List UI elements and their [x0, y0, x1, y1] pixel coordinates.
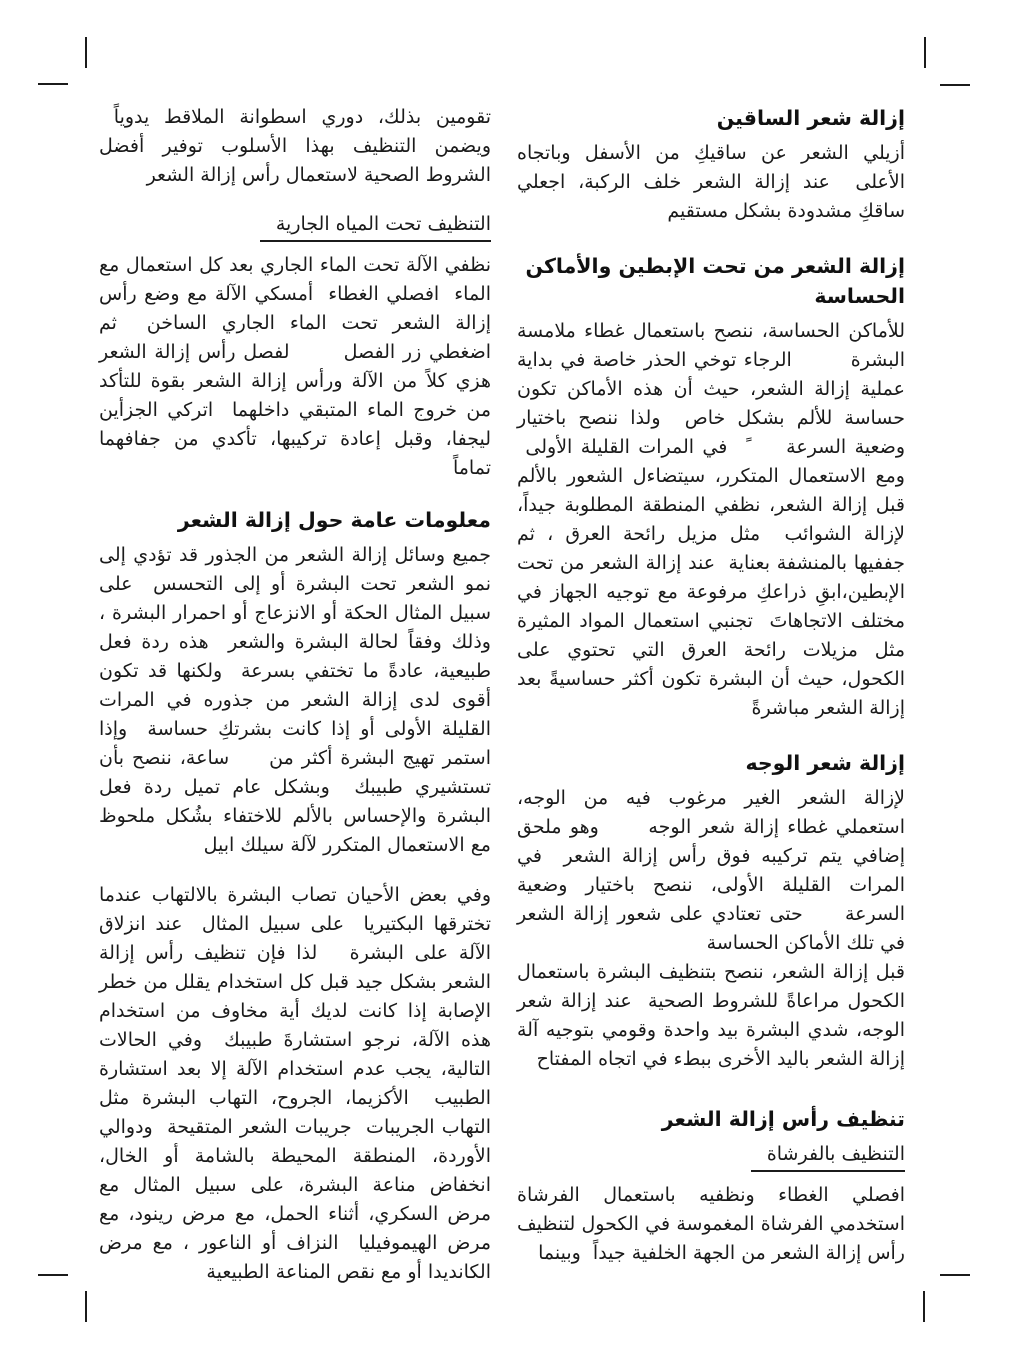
- heading-cleaning-epilation-head: تنظيف رأس إزالة الشعر: [661, 1107, 905, 1131]
- subheading-running-water-cleaning-label: التنظيف تحت المياه الجارية: [260, 210, 491, 242]
- para-running-water-cleaning: نظفي الآلة تحت الماء الجاري بعد كل استعمال مع الماء افصلي الغطاء أمسكي الآلة مع وضع رأس إزالة الشعر تحت الماء الجاري الساخن ثم اضغطي زر الفصل لفصل رأس إزالة الشعر هزي كلاً من الآلة ورأس إزالة الشعر بقوة للتأكد من خروج الماء المتبقي داخلهما اتركي الجزأين ليجفا، وقبل إعادة تركيبها، تأكدي من جفافهما تماماً: [99, 254, 491, 479]
- para-underarm-sensitive-areas: للأماكن الحساسة، ننصح باستعمال غطاء ملامسة البشرة الرجاء توخي الحذر خاصة في بداية عملية إزالة الشعر، حيث أن هذه الأماكن تكون حساسة للألم بشكل خاص ولذا ننصح باختيار وضعية السرعة ً في المرات القليلة الأولى ومع الاستعمال المتكرر، سيتضاءل الشعور بالألم قبل إزالة الشعر، نظفي المنطقة المطلوبة جيداً، لإزالة الشوائب مثل مزيل رائحة العرق ، ثم جففيها بالمنشفة بعناية عند إزالة الشعر من تحت الإبطين،ابقِ ذراعكِ مرفوعة مع توجيه الجهاز في مختلف الاتجاهاتَ تجنبي استعمال المواد المثيرة مثل مزيلات رائحة العرق التي تحتوي على الكحول، حيث أن البشرة تكون أكثر حساسيةً بعد إزالة الشعر مباشرةً: [517, 320, 905, 719]
- para-brush-cleaning: افصلي الغطاء ونظفيه باستعمال الفرشاة استخدمي الفرشاة المغموسة في الكحول لتنظيف رأس إزالة الشعر من الجهة الخلفية جيداً وبينما: [517, 1184, 905, 1264]
- heading-leg-hair-removal: إزالة شعر الساقين: [716, 106, 905, 130]
- crop-mark-bottom-left-vertical: [85, 1291, 87, 1322]
- para-face-hair-removal-1: لإزالة الشعر الغير مرغوب فيه من الوجه، استعملي غطاء إزالة شعر الوجه وهو ملحق إضافي يتم تركيبه فوق رأس إزالة الشعر في المرات القليلة الأولى، ننصح باختيار وضعية السرعة حتى تعتادي على شعور إزالة الشعر في تلك الأماكن الحساسة: [517, 787, 905, 954]
- para-face-hair-removal-2: قبل إزالة الشعر، ننصح بتنظيف البشرة باستعمال الكحول مراعاةً للشروط الصحية عند إزالة شعر الوجه، شدي البشرة بيد واحدة وقومي بتوجيه آلة إزالة الشعر باليد الأخرى ببطء في اتجاه المفتاح: [517, 961, 905, 1070]
- heading-underarm-sensitive-areas: إزالة الشعر من تحت الإبطين والأماكن الحساسة: [525, 254, 905, 308]
- column-left: [99, 103, 491, 1287]
- subheading-running-water-cleaning: [99, 210, 491, 242]
- para-general-info-1: جميع وسائل إزالة الشعر من الجذور قد تؤدي إلى نمو الشعر تحت البشرة أو إلى التحسس على سبيل المثال الحكة أو الانزعاج أو احمرار البشرة ، وذلك وفقاً لحالة البشرة والشعر هذه ردة فعل طبيعية، عادةً ما تختفي بسرعة ولكنها قد تكون أقوى لدى إزالة الشعر من جذوره في المرات القليلة الأولى أو إذا كانت بشرتكِ حساسة وإذا استمر تهيج البشرة أكثر من ساعة، ننصح بأن تستشيري طبيبك وبشكل عام تميل ردة فعل البشرة والإحساس بالألم للاختفاء بشُكل ملحوظ مع الاستعمال المتكرر لآلة سيلك ابيل: [99, 544, 491, 856]
- para-general-info-2: وفي بعض الأحيان تصاب البشرة بالالتهاب عندما تخترقها البكتيريا على سبيل المثال عند انزلاق الآلة على البشرة لذا فإن تنظيف رأس إزالة الشعر بشكل جيد قبل كل استخدام يقلل من خطر الإصابة إذا كانت لديك أية مخاوف من استخدام هذه الآلة، نرجو استشارةَ طبيبك وفي الحالات التالية، يجب عدم استخدام الآلة إلا بعد استشارة الطبيب الأكزيما، الجروح، التهاب البشرة مثل التهاب الجريبات جريبات الشعر المتقيحة ودوالي الأوردة، المنطقة المحيطة بالشامة أو الخال، انخفاض مناعة البشرة، على سبيل المثال مع مرض السكري، أثناء الحمل، مع مرض رينود، مع مرض الهيموفيليا النزاف أو الناعور ، مع مرض الكانديدا أو مع نقص المناعة الطبيعية: [99, 884, 491, 1283]
- crop-mark-bottom-right-horizontal: [940, 1274, 970, 1276]
- heading-face-hair-removal: إزالة شعر الوجه: [745, 751, 905, 775]
- subheading-brush-cleaning: [517, 1140, 905, 1172]
- heading-general-epilation-info: معلومات عامة حول إزالة الشعر: [177, 508, 491, 532]
- para-leg-hair-removal: أزيلي الشعر عن ساقيكِ من الأسفل وباتجاه الأعلى عند إزالة الشعر خلف الركبة، اجعلي ساقكِ مشدودة بشكل مستقيم: [517, 142, 905, 222]
- para-continuation: تقومين بذلك، دوري اسطوانة الملاقط يدوياً ويضمن التنظيف بهذا الأسلوب توفير أفضل الشروط الصحية لاستعمال رأس إزالة الشعر: [99, 106, 491, 186]
- crop-mark-bottom-left-horizontal: [38, 1274, 68, 1276]
- crop-mark-top-left-horizontal: [38, 83, 68, 85]
- crop-mark-bottom-right-vertical: [923, 1291, 925, 1322]
- subheading-brush-cleaning-label: التنظيف بالفرشاة: [751, 1140, 905, 1172]
- crop-mark-top-right-vertical: [924, 37, 926, 68]
- column-right: [517, 103, 905, 1268]
- crop-mark-top-left-vertical: [85, 37, 87, 68]
- crop-mark-top-right-horizontal: [940, 84, 970, 86]
